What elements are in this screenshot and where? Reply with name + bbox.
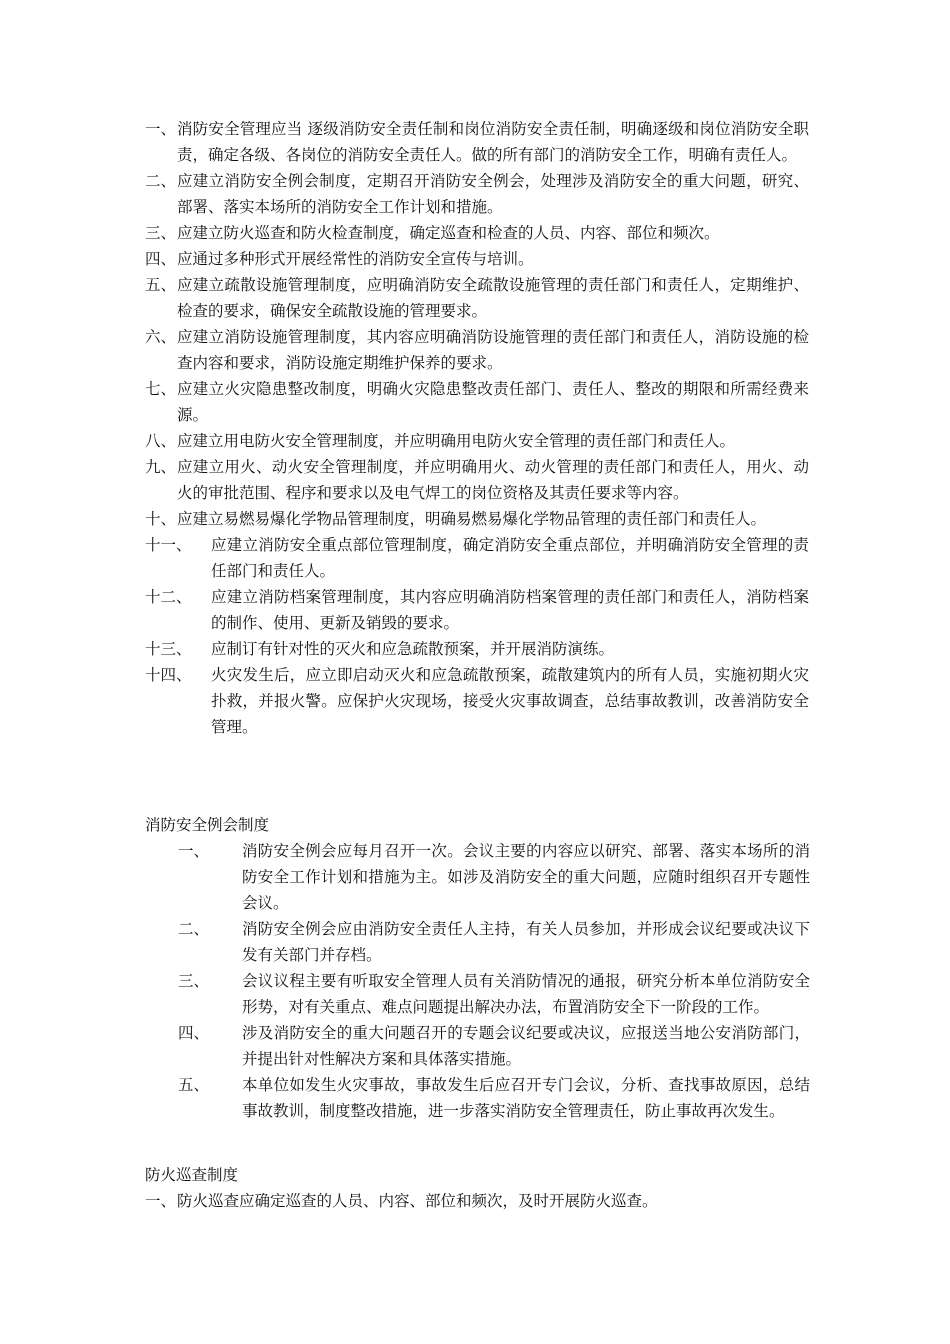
list-item bbox=[145, 324, 809, 376]
item-text: 应建立消防设施管理制度，其内容应明确消防设施管理的责任部门和责任人，消防设施的检查内容和要求，消防设施定期维护保养的要求。 bbox=[177, 328, 809, 372]
list-item bbox=[145, 220, 809, 246]
list-item bbox=[178, 1020, 810, 1072]
list-item bbox=[145, 168, 809, 220]
list-item bbox=[145, 246, 809, 272]
item-text: 消防安全例会应每月召开一次。会议主要的内容应以研究、部署、落实本场所的消防安全工作计划和措施为主。如涉及消防安全的重大问题，应随时组织召开专题性会议。 bbox=[242, 842, 810, 912]
list-item bbox=[178, 1072, 810, 1124]
item-text: 火灾发生后，应立即启动灭火和应急疏散预案，疏散建筑内的所有人员，实施初期火灾扑救，并报火警。应保护火灾现场，接受火灾事故调查，总结事故教训，改善消防安全管理。 bbox=[211, 666, 809, 736]
item-number: 九、 bbox=[145, 458, 177, 476]
item-text: 涉及消防安全的重大问题召开的专题会议纪要或决议，应报送当地公安消防部门，并提出针对性解决方案和具体落实措施。 bbox=[242, 1024, 810, 1068]
list-item bbox=[178, 968, 810, 1020]
list-item bbox=[145, 454, 809, 506]
item-number: 十、 bbox=[145, 510, 177, 528]
item-number: 七、 bbox=[145, 380, 177, 398]
item-number: 十二、 bbox=[145, 588, 192, 606]
item-text: 会议议程主要有听取安全管理人员有关消防情况的通报，研究分析本单位消防安全形势，对有关重点、难点问题提出解决办法，布置消防安全下一阶段的工作。 bbox=[242, 972, 810, 1016]
list-item bbox=[145, 376, 809, 428]
item-number: 一、 bbox=[145, 1192, 177, 1210]
item-text: 应建立易燃易爆化学物品管理制度，明确易燃易爆化学物品管理的责任部门和责任人。 bbox=[177, 510, 767, 528]
item-text: 应制订有针对性的灭火和应急疏散预案，并开展消防演练。 bbox=[211, 640, 615, 658]
item-text: 应建立消防安全重点部位管理制度，确定消防安全重点部位，并明确消防安全管理的责任部门和责任人。 bbox=[211, 536, 809, 580]
list-item bbox=[178, 916, 810, 968]
item-number: 一、 bbox=[145, 120, 177, 138]
list-item bbox=[145, 584, 809, 636]
item-text: 应建立用火、动火安全管理制度，并应明确用火、动火管理的责任部门和责任人，用火、动火的审批范围、程序和要求以及电气焊工的岗位资格及其责任要求等内容。 bbox=[177, 458, 809, 502]
item-number: 六、 bbox=[145, 328, 177, 346]
list-item bbox=[145, 272, 809, 324]
list-item bbox=[145, 506, 809, 532]
item-number: 十一、 bbox=[145, 536, 192, 554]
item-text: 应建立防火巡查和防火检查制度，确定巡查和检查的人员、内容、部位和频次。 bbox=[177, 224, 720, 242]
meeting-rules-list bbox=[178, 838, 810, 1124]
list-item bbox=[145, 428, 809, 454]
list-item bbox=[145, 116, 809, 168]
item-number: 二、 bbox=[145, 172, 177, 190]
item-number: 五、 bbox=[145, 276, 177, 294]
item-text: 应建立消防安全例会制度，定期召开消防安全例会，处理涉及消防安全的重大问题，研究、部署、落实本场所的消防安全工作计划和措施。 bbox=[177, 172, 809, 216]
item-text: 应建立疏散设施管理制度，应明确消防安全疏散设施管理的责任部门和责任人，定期维护、检查的要求，确保安全疏散设施的管理要求。 bbox=[177, 276, 809, 320]
item-text: 应建立消防档案管理制度，其内容应明确消防档案管理的责任部门和责任人，消防档案的制作、使用、更新及销毁的要求。 bbox=[211, 588, 809, 632]
item-text: 防火巡查应确定巡查的人员、内容、部位和频次，及时开展防火巡查。 bbox=[177, 1192, 658, 1210]
item-number: 十三、 bbox=[145, 640, 192, 658]
item-number: 二、 bbox=[178, 920, 210, 938]
list-item bbox=[145, 532, 809, 584]
item-number: 三、 bbox=[178, 972, 210, 990]
item-number: 五、 bbox=[178, 1076, 210, 1094]
patrol-rules-list bbox=[145, 1188, 809, 1214]
item-number: 四、 bbox=[145, 250, 177, 268]
list-item bbox=[145, 662, 809, 740]
list-item bbox=[178, 838, 810, 916]
item-number: 八、 bbox=[145, 432, 177, 450]
item-number: 四、 bbox=[178, 1024, 210, 1042]
list-item bbox=[145, 1188, 809, 1214]
item-text: 本单位如发生火灾事故，事故发生后应召开专门会议，分析、查找事故原因，总结事故教训，制度整改措施，进一步落实消防安全管理责任，防止事故再次发生。 bbox=[242, 1076, 810, 1120]
section-title-meeting: 消防安全例会制度 bbox=[145, 816, 270, 834]
item-text: 应建立火灾隐患整改制度，明确火灾隐患整改责任部门、责任人、整改的期限和所需经费来源。 bbox=[177, 380, 809, 424]
item-number: 三、 bbox=[145, 224, 177, 242]
item-text: 应建立用电防火安全管理制度，并应明确用电防火安全管理的责任部门和责任人。 bbox=[177, 432, 736, 450]
fire-safety-rules-list bbox=[145, 116, 809, 740]
item-text: 消防安全例会应由消防安全责任人主持，有关人员参加，并形成会议纪要或决议下发有关部门并存档。 bbox=[242, 920, 810, 964]
item-text: 消防安全管理应当 逐级消防安全责任制和岗位消防安全责任制，明确逐级和岗位消防安全职责，确定各级、各岗位的消防安全责任人。做的所有部门的消防安全工作，明确有责任人。 bbox=[177, 120, 809, 164]
section-title-patrol: 防火巡查制度 bbox=[145, 1166, 239, 1184]
item-text: 应通过多种形式开展经常性的消防安全宣传与培训。 bbox=[177, 250, 534, 268]
list-item bbox=[145, 636, 809, 662]
item-number: 十四、 bbox=[145, 666, 192, 684]
item-number: 一、 bbox=[178, 842, 210, 860]
